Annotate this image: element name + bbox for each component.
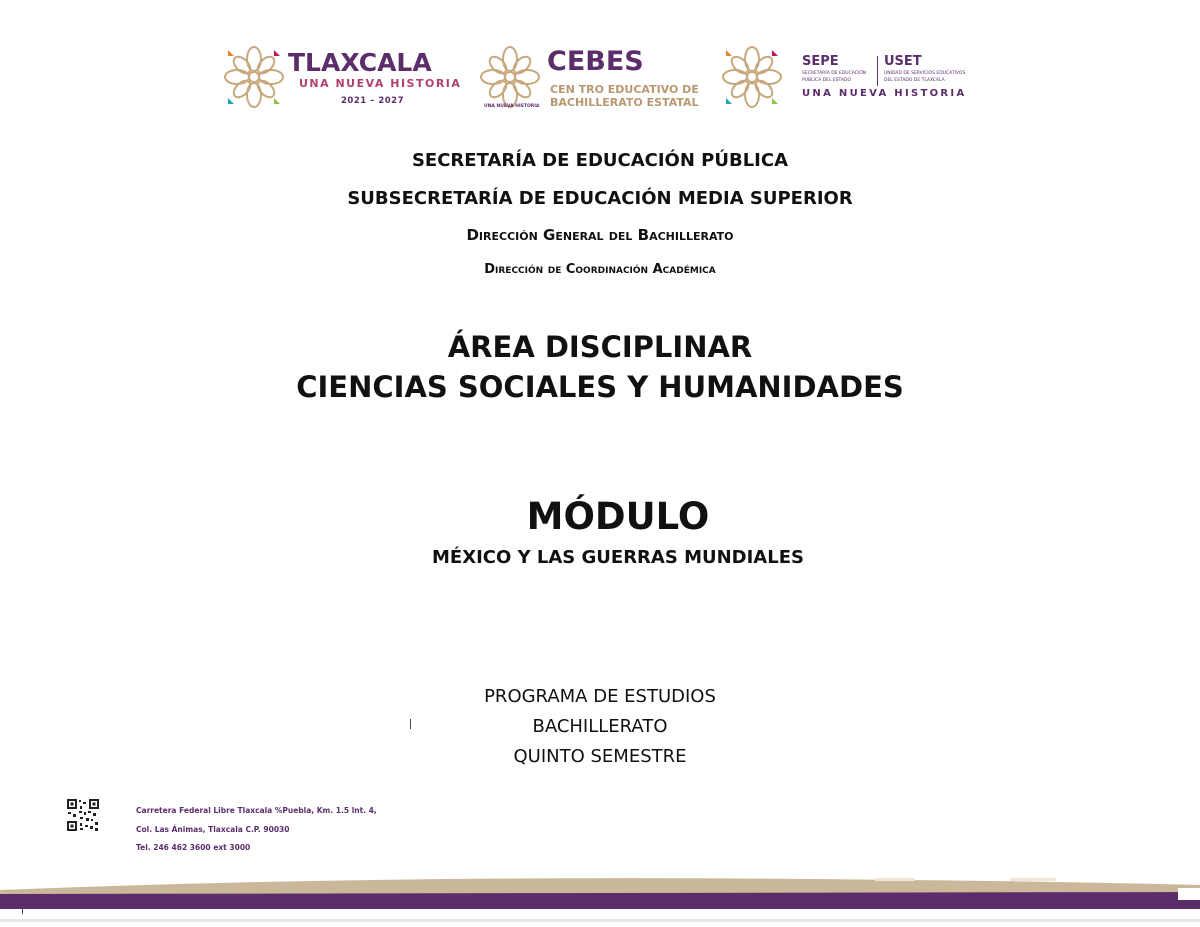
program-line-3: QUINTO SEMESTRE	[513, 746, 687, 767]
tlaxcala-logo-title: TLAXCALA	[288, 48, 432, 77]
tlaxcala-logo-years: 2021 – 2027	[341, 96, 404, 106]
module-title: MÉXICO Y LAS GUERRAS MUNDIALES	[432, 547, 804, 568]
cebes-flower-icon	[480, 44, 540, 110]
uset-sub2: DEL ESTADO DE TLAXCALA	[884, 78, 945, 83]
qr-code-icon	[66, 798, 100, 832]
footer-left-tick	[22, 905, 23, 914]
cebes-logo	[480, 44, 700, 112]
sepe-uset-logo	[722, 44, 982, 112]
area-title-line-2: CIENCIAS SOCIALES Y HUMANIDADES	[296, 370, 904, 404]
cebes-logo-line2: BACHILLERATO ESTATAL	[550, 96, 699, 109]
tlaxcala-flower-icon	[224, 44, 284, 110]
sepe-tagline: UNA NUEVA HISTORIA	[802, 88, 967, 99]
footer-address-line-1: Carretera Federal Libre Tlaxcala %Puebla, Km. 1.5 lnt. 4,	[136, 806, 377, 815]
header-line-4: Dirección de Coordinación Académica	[484, 262, 716, 277]
cebes-logo-title: CEBES	[547, 46, 644, 77]
uset-sub1: UNIDAD DE SERVICIOS EDUCATIVOS	[884, 71, 966, 76]
cebes-logo-line1: CEN TRO EDUCATIVO DE	[550, 83, 699, 96]
sepe-sub2: PÚBLICA DEL ESTADO	[802, 78, 852, 83]
header-line-2: SUBSECRETARÍA DE EDUCACIÓN MEDIA SUPERIOR	[347, 188, 853, 209]
cebes-logo-tiny: UNA NUEVA HISTORIA	[484, 104, 540, 109]
sepe-flower-icon	[722, 44, 782, 110]
program-line-2: BACHILLERATO	[532, 716, 668, 737]
tlaxcala-logo	[224, 44, 462, 112]
footer-address-line-2: Col. Las Ánimas, Tlaxcala C.P. 90030	[136, 825, 290, 834]
sepe-label: SEPE	[802, 54, 839, 69]
header-line-1: SECRETARÍA DE EDUCACIÓN PÚBLICA	[411, 150, 789, 171]
sepe-sub1: SECRETARÍA DE EDUCACIÓN	[802, 71, 867, 76]
module-label: MÓDULO	[526, 495, 710, 538]
program-line-1: PROGRAMA DE ESTUDIOS	[484, 686, 716, 707]
area-title-line-1: ÁREA DISCIPLINAR	[447, 330, 753, 364]
uset-label: USET	[884, 54, 922, 69]
page-bottom-rule	[0, 919, 1200, 922]
sepe-uset-divider	[877, 56, 878, 86]
header-line-3: Dirección General del Bachillerato	[466, 226, 734, 244]
footer-phone: Tel. 246 462 3600 ext 3000	[136, 843, 251, 852]
tlaxcala-logo-subtitle: UNA NUEVA HISTORIA	[299, 77, 462, 90]
logo-row	[0, 44, 1200, 112]
